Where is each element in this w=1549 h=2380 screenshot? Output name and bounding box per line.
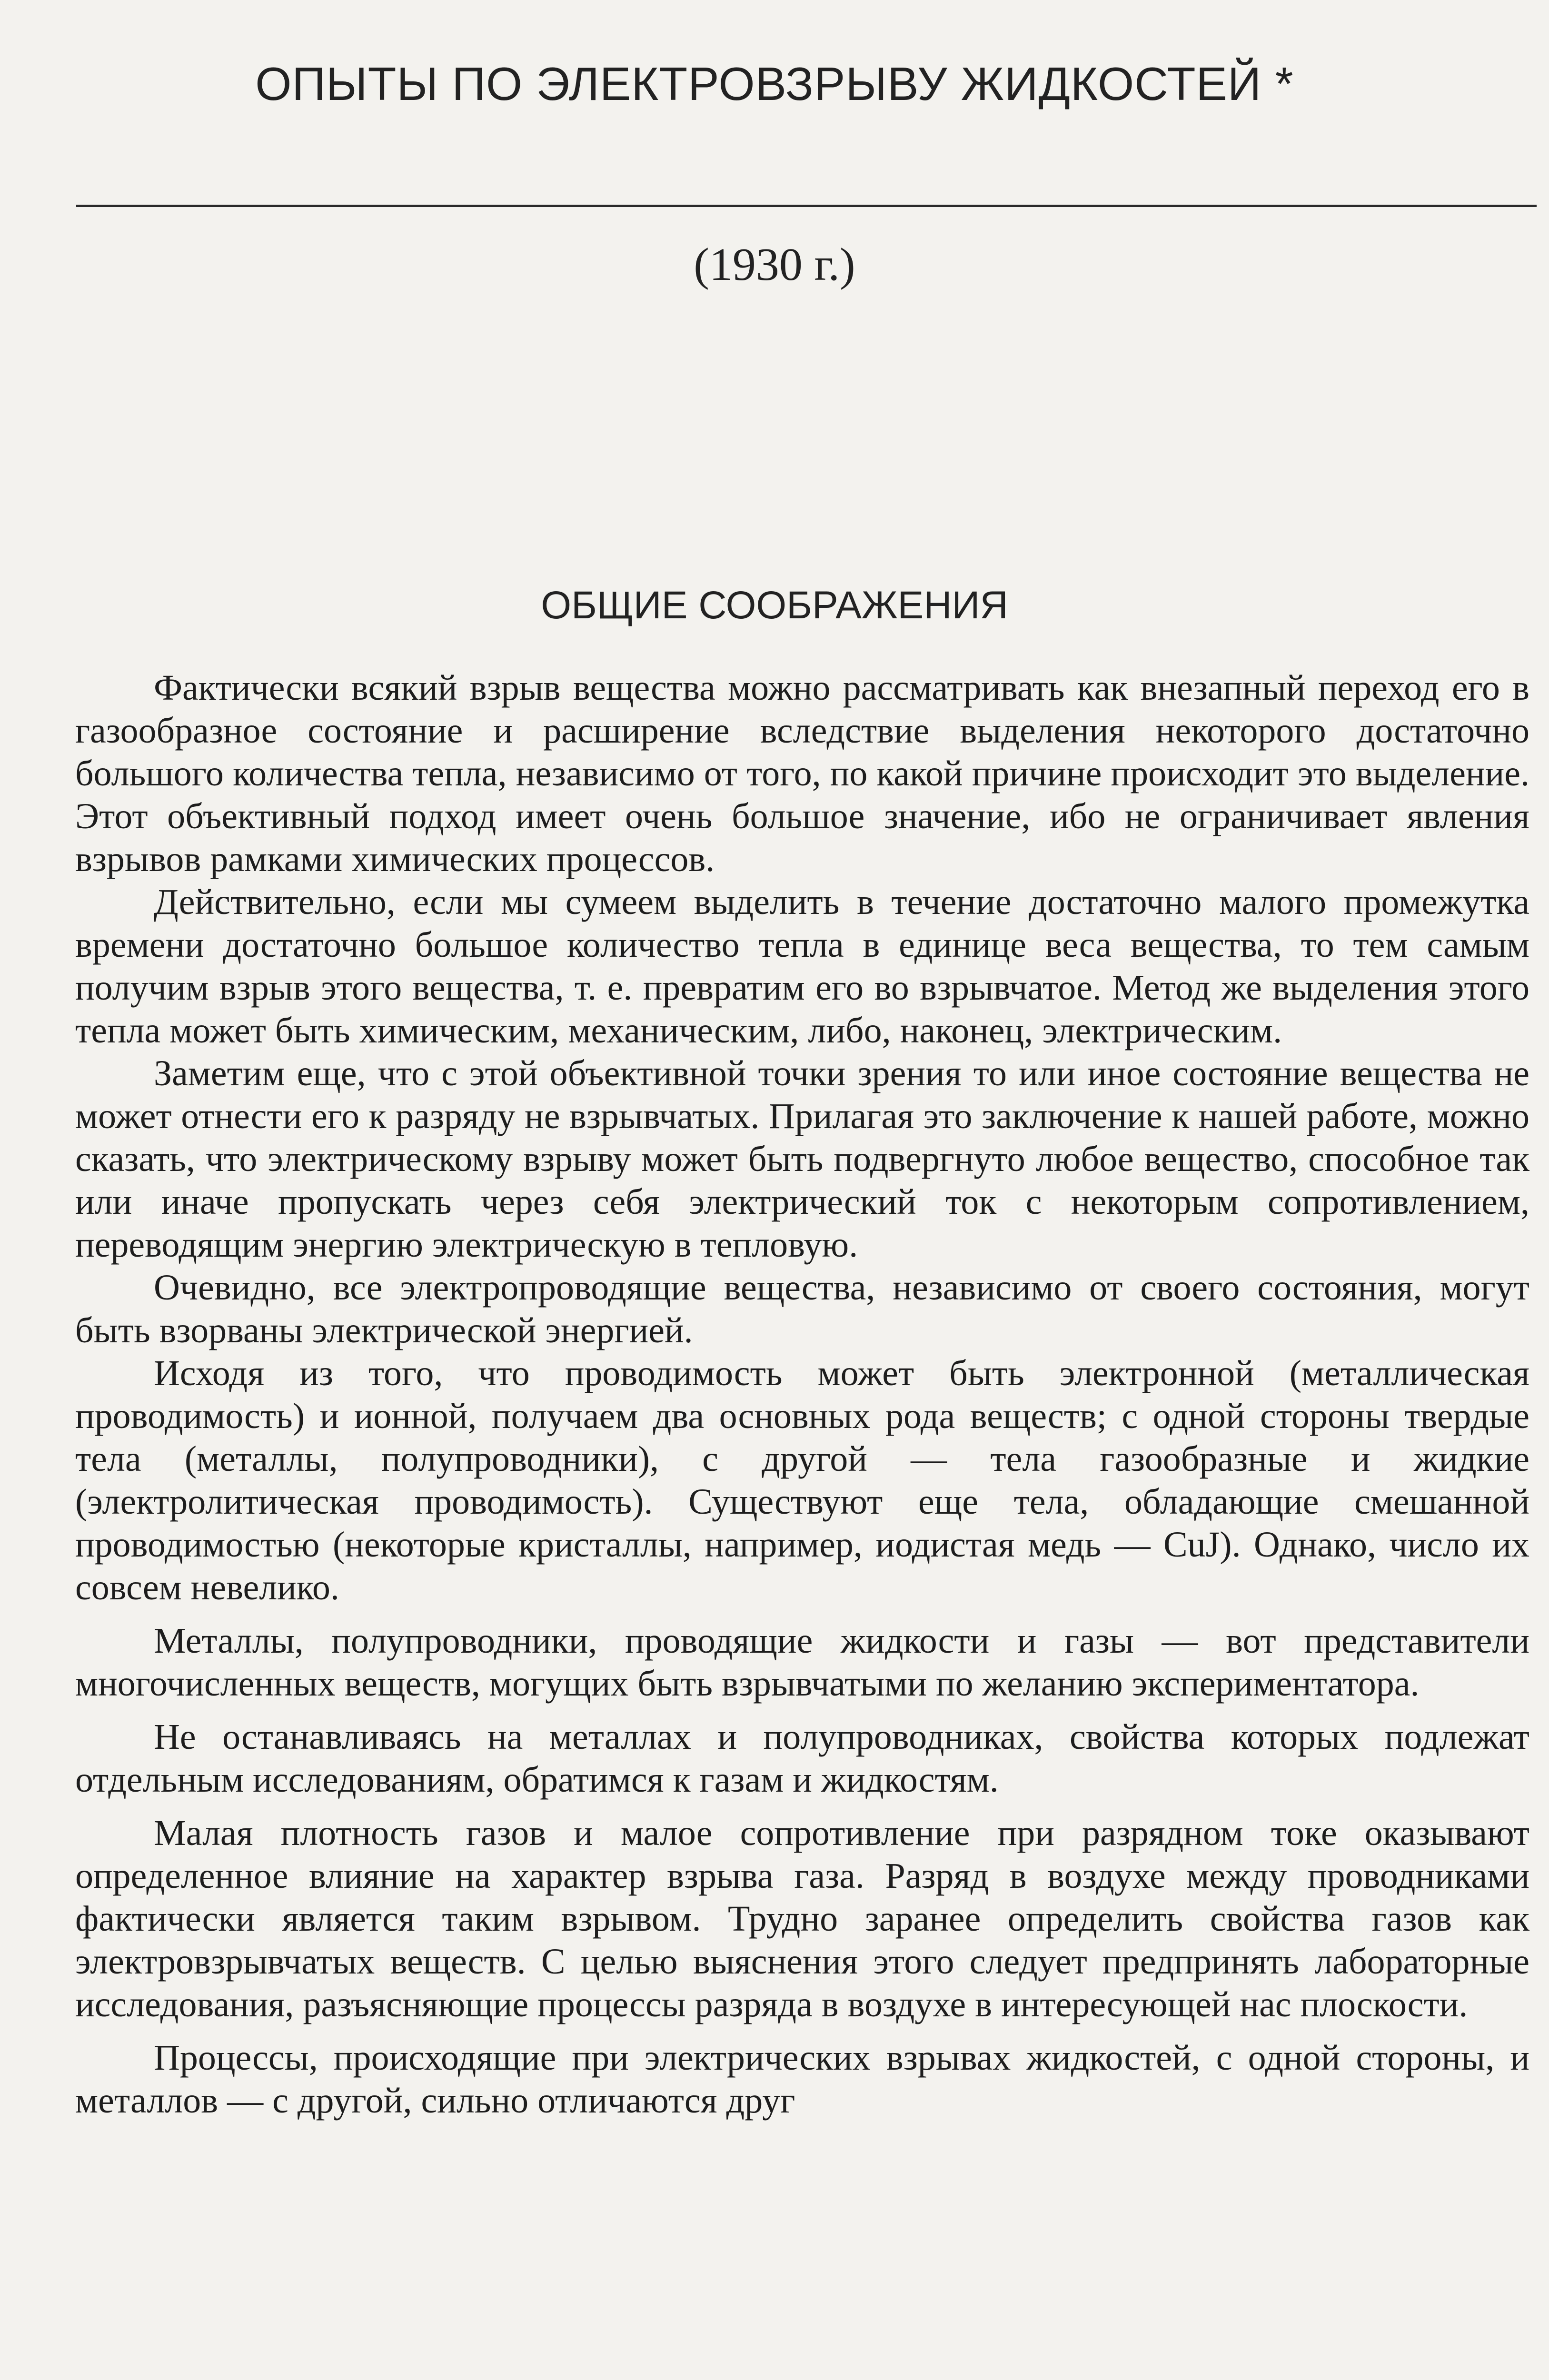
paragraph: Не останавливаясь на металлах и полупроводниках, свойства которых подлежат отдельным исследованиям, обратимся к газам и жидкостям. <box>75 1717 1529 1800</box>
paragraph: Процессы, происходящие при электрических взрывах жидкостей, с одной стороны, и металлов — с другой, сильно отличаются друг <box>75 2038 1529 2121</box>
paragraph: Заметим еще, что с этой объективной точки зрения то или иное состояние вещества не может отнести его к разряду не взрывчатых. Прилагая это заключение к нашей работе, можно сказать, что электрическому взрыву может быть подвергнуто любое вещество, способное так или иначе пропускать через себя электрический ток с некоторым сопротивлением, переводящим энергию электрическую в тепловую. <box>75 1053 1529 1265</box>
document-title: ОПЫТЫ ПО ЭЛЕКТРОВЗРЫВУ ЖИДКОСТЕЙ * <box>255 58 1294 110</box>
section-heading: ОБЩИЕ СООБРАЖЕНИЯ <box>541 584 1008 627</box>
paragraph: Малая плотность газов и малое сопротивление при разрядном токе оказывают определенное влияние на характер взрыва газа. Разряд в воздухе между проводниками фактически является таким взрывом. Трудно заранее определить свойства газов как электровзрывчатых веществ. С целью выяснения этого следует предпринять лабораторные исследования, разъясняющие процессы разряда в воздухе в интересующей нас плоскости. <box>75 1813 1529 2024</box>
document-year: (1930 г.) <box>694 239 855 290</box>
paragraph: Действительно, если мы сумеем выделить в течение достаточно малого промежутка времени достаточно большое количество тепла в единице веса вещества, то тем самым получим взрыв этого вещества, т. е. превратим его во взрывчатое. Метод же выделения этого тепла может быть химическим, механическим, либо, наконец, электрическим. <box>75 882 1529 1051</box>
paragraph: Очевидно, все электропроводящие вещества, независимо от своего состояния, могут быть взорваны электрической энергией. <box>75 1268 1529 1350</box>
title-divider <box>76 205 1537 207</box>
paragraph: Исходя из того, что проводимость может быть электронной (металлическая проводимость) и ионной, получаем два основных рода веществ; с одной стороны твердые тела (металлы, полупроводники), с другой — тела газообразные и жидкие (электролитическая проводимость). Существуют еще тела, обладающие смешанной проводимостью (некоторые кристаллы, например, иодистая медь — CuJ). Однако, число их совсем невелико. <box>75 1353 1529 1607</box>
paragraph: Фактически всякий взрыв вещества можно рассматривать как внезапный переход его в газообразное состояние и расширение вследствие выделения некоторого достаточно большого количества тепла, независимо от того, по какой причине происходит это выделение. Этот объективный подход имеет очень большое значение, ибо не ограничивает явления взрывов рамками химических процессов. <box>75 668 1529 879</box>
body-text <box>75 666 1529 2122</box>
paragraph: Металлы, полупроводники, проводящие жидкости и газы — вот представители многочисленных веществ, могущих быть взрывчатыми по желанию экспериментатора. <box>75 1621 1529 1704</box>
